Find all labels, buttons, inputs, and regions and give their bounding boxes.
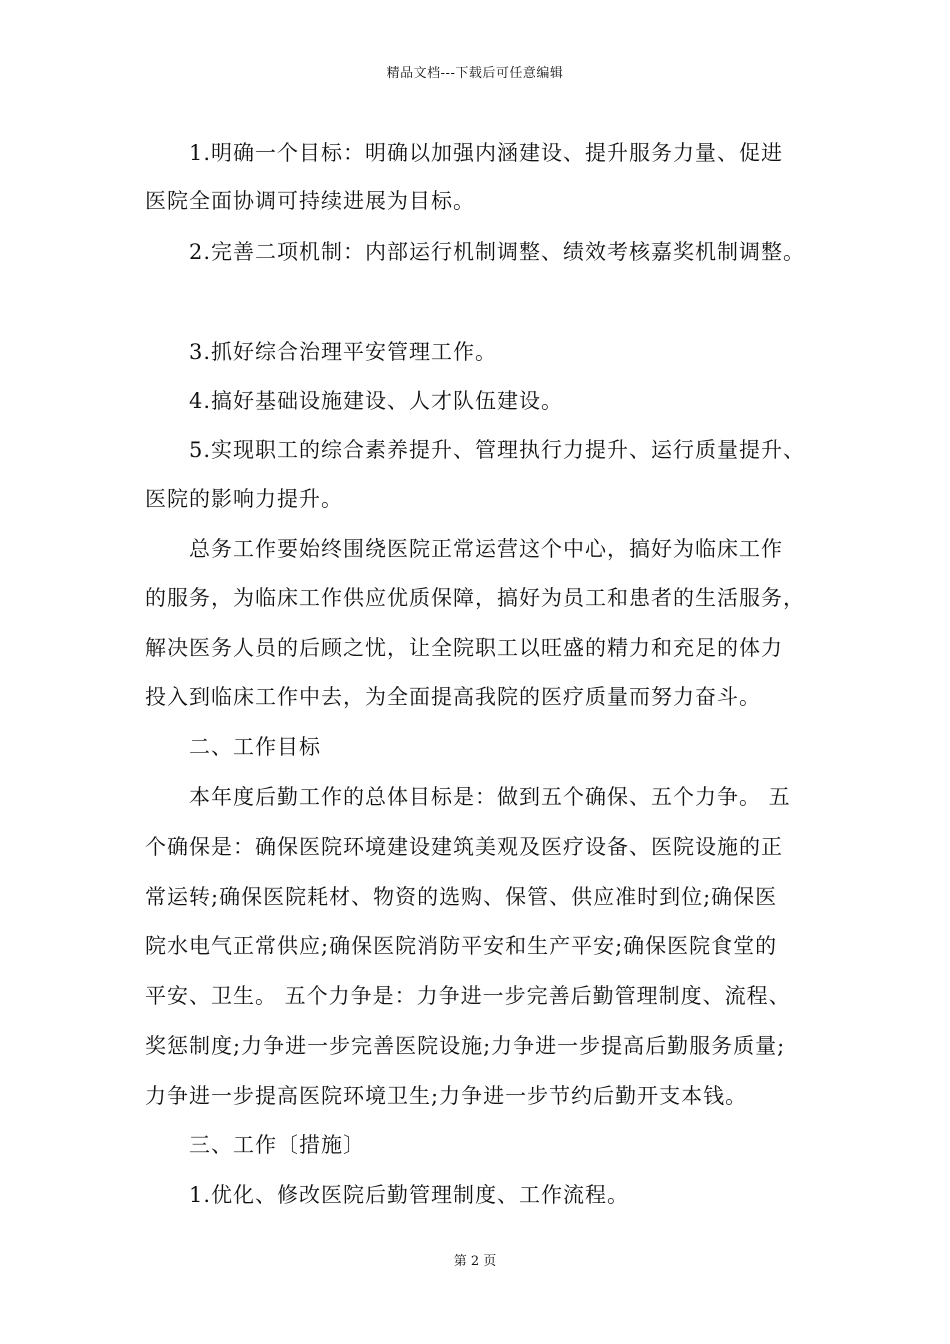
page-header: 精品文档---下载后可任意编辑: [386, 66, 564, 81]
section-heading-work-goals: 二、工作目标: [189, 735, 321, 759]
body-line-18: 奖惩制度;力争进一步完善医院设施;力争进一步提高后勤服务质量;: [145, 1034, 786, 1058]
body-line-15: 常运转;确保医院耗材、物资的选购、保管、供应准时到位;确保医: [145, 885, 778, 909]
body-line-13: 本年度后勤工作的总体目标是：做到五个确保、五个力争。 五: [189, 785, 791, 809]
body-line-2: 医院全面协调可持续进展为目标。: [145, 189, 475, 213]
section-heading-work-measures: 三、工作〔措施〕: [189, 1133, 365, 1157]
body-line-14: 个确保是：确保医院环境建设建筑美观及医疗设备、医院设施的正: [145, 835, 783, 859]
body-line-17: 平安、卫生。 五个力争是：力争进一步完善后勤管理制度、流程、: [145, 984, 791, 1008]
body-line-10: 解决医务人员的后顾之忧，让全院职工以旺盛的精力和充足的体力: [145, 636, 783, 660]
body-line-7: 医院的影响力提升。: [145, 487, 343, 511]
body-line-9: 的服务，为临床工作供应优质保障，搞好为员工和患者的生活服务，: [145, 586, 805, 610]
body-line-5: 4.搞好基础设施建设、人才队伍建设。: [189, 389, 564, 413]
body-line-8: 总务工作要始终围绕医院正常运营这个中心，搞好为临床工作: [189, 537, 783, 561]
body-line-3: 2.完善二项机制：内部运行机制调整、绩效考核嘉奖机制调整。: [189, 240, 806, 264]
body-line-19: 力争进一步提高医院环境卫生;力争进一步节约后勤开支本钱。: [145, 1084, 748, 1108]
body-line-16: 院水电气正常供应;确保医院消防平安和生产平安;确保医院食堂的: [145, 934, 778, 958]
body-line-4: 3.抓好综合治理平安管理工作。: [189, 340, 498, 364]
body-line-1: 1.明确一个目标：明确以加强内涵建设、提升服务力量、促进: [189, 141, 784, 165]
body-line-6: 5.实现职工的综合素养提升、管理执行力提升、运行质量提升、: [189, 438, 806, 462]
body-line-21: 1.优化、修改医院后勤管理制度、工作流程。: [189, 1183, 630, 1207]
body-line-11: 投入到临床工作中去，为全面提高我院的医疗质量而努力奋斗。: [145, 685, 761, 709]
page-number: 第 2 页: [453, 1254, 497, 1269]
